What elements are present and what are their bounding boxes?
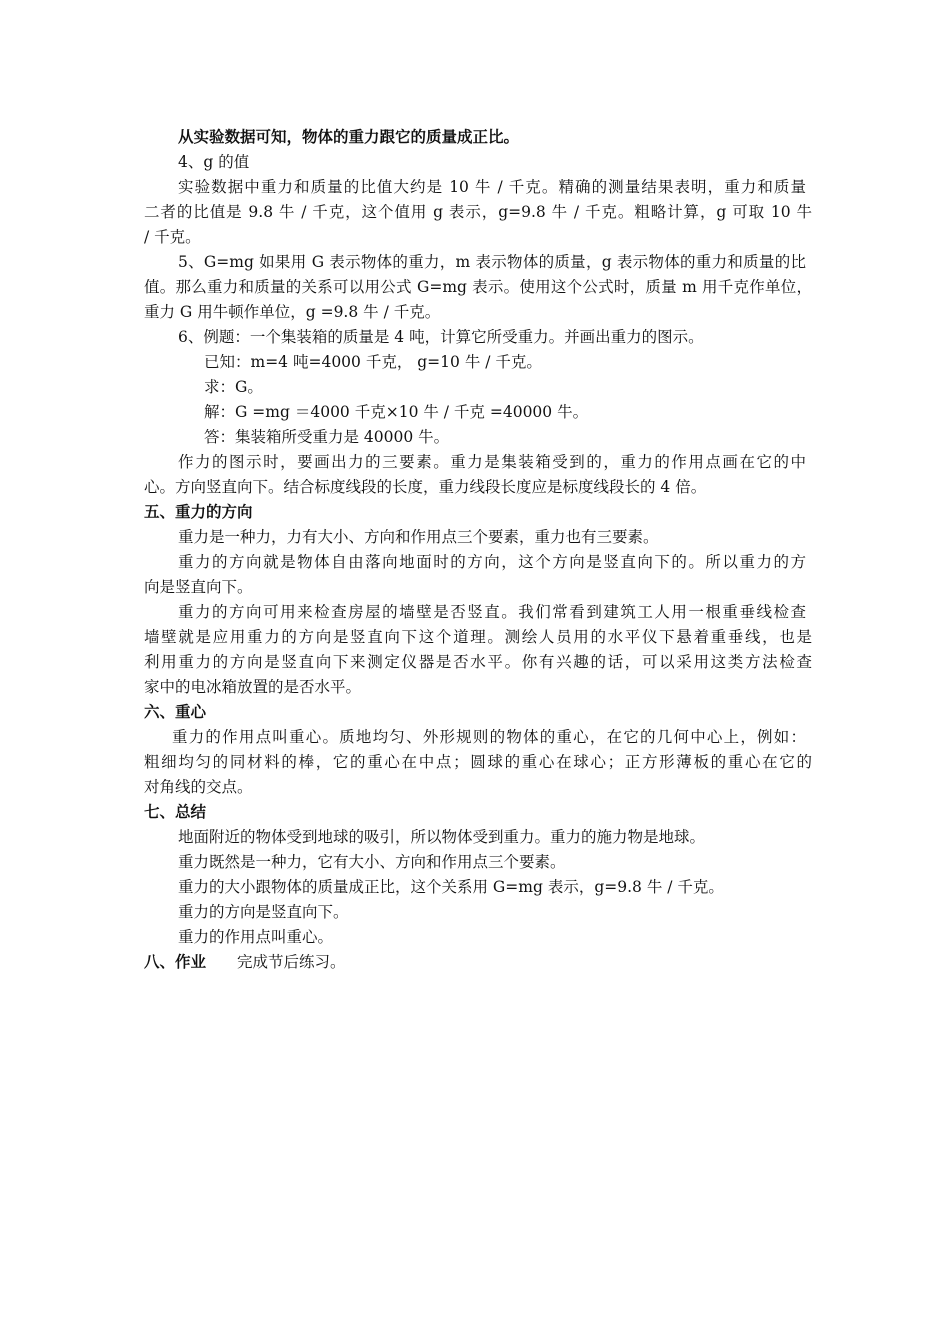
example-find: 求：G。 (204, 378, 263, 396)
paragraph-line: / 千克。 (144, 228, 201, 246)
example-heading: 6、例题：一个集装箱的质量是 4 吨，计算它所受重力。并画出重力的图示。 (178, 328, 704, 346)
paragraph-line: 墙壁就是应用重力的方向是竖直向下这个道理。测绘人员用的水平仪下悬着重垂线，也是 (144, 628, 812, 646)
paragraph-line: 对角线的交点。 (144, 778, 253, 796)
section-heading-direction: 五、重力的方向 (144, 503, 253, 521)
homework-text: 完成节后练习。 (237, 953, 346, 971)
paragraph-line: 利用重力的方向是竖直向下来测定仪器是否水平。你有兴趣的话，可以采用这类方法检查 (144, 653, 812, 671)
paragraph-line: 重力的方向就是物体自由落向地面时的方向，这个方向是竖直向下的。所以重力的方 (178, 553, 806, 571)
summary-line: 地面附近的物体受到地球的吸引，所以物体受到重力。重力的施力物是地球。 (178, 828, 706, 846)
paragraph-line: 重力是一种力，力有大小、方向和作用点三个要素，重力也有三要素。 (178, 528, 659, 546)
example-solution: 解：G =mg ＝4000 千克×10 牛 / 千克 =40000 牛。 (204, 403, 589, 421)
section-heading-center-of-gravity: 六、重心 (144, 703, 207, 721)
paragraph-line: 向是竖直向下。 (144, 578, 253, 596)
formula-paragraph-line: 重力 G 用牛顿作单位，g =9.8 牛 / 千克。 (144, 303, 441, 321)
section-heading-summary: 七、总结 (144, 803, 207, 821)
paragraph-line: 重力的方向可用来检查房屋的墙壁是否竖直。我们常看到建筑工人用一根重垂线检查 (178, 603, 806, 621)
summary-line: 重力的作用点叫重心。 (178, 928, 334, 946)
paragraph-line: 心。方向竖直向下。结合标度线段的长度，重力线段长度应是标度线段长的 4 倍。 (144, 478, 707, 496)
formula-paragraph-line: 值。那么重力和质量的关系可以用公式 G=mg 表示。使用这个公式时，质量 m 用千克作单位， (144, 278, 812, 296)
summary-line: 重力的大小跟物体的质量成正比，这个关系用 G=mg 表示，g=9.8 牛 / 千克。 (178, 878, 724, 896)
paragraph-line: 粗细均匀的同材料的棒，它的重心在中点；圆球的重心在球心；正方形薄板的重心在它的 (144, 753, 812, 771)
paragraph-line: 重力的作用点叫重心。质地均匀、外形规则的物体的重心，在它的几何中心上，例如： (172, 728, 806, 746)
paragraph-line: 家中的电冰箱放置的是否水平。 (144, 678, 362, 696)
conclusion-line: 从实验数据可知，物体的重力跟它的质量成正比。 (178, 128, 520, 146)
section-g-value-heading: 4、g 的值 (178, 153, 250, 171)
section-heading-homework: 八、作业 (144, 953, 207, 971)
paragraph-line: 二者的比值是 9.8 牛 / 千克，这个值用 g 表示，g=9.8 牛 / 千克。粗略计算，g 可取 10 牛 (144, 203, 812, 221)
summary-line: 重力的方向是竖直向下。 (178, 903, 349, 921)
formula-paragraph-line: 5、G=mg 如果用 G 表示物体的重力，m 表示物体的质量，g 表示物体的重力和质量的比 (178, 253, 806, 271)
summary-line: 重力既然是一种力，它有大小、方向和作用点三个要素。 (178, 853, 566, 871)
paragraph-line: 实验数据中重力和质量的比值大约是 10 牛 / 千克。精确的测量结果表明，重力和质量 (178, 178, 806, 196)
example-given: 已知：m=4 吨=4000 千克， g=10 牛 / 千克。 (204, 353, 542, 371)
paragraph-line: 作力的图示时，要画出力的三要素。重力是集装箱受到的，重力的作用点画在它的中 (178, 453, 806, 471)
example-answer: 答：集装箱所受重力是 40000 牛。 (204, 428, 450, 446)
